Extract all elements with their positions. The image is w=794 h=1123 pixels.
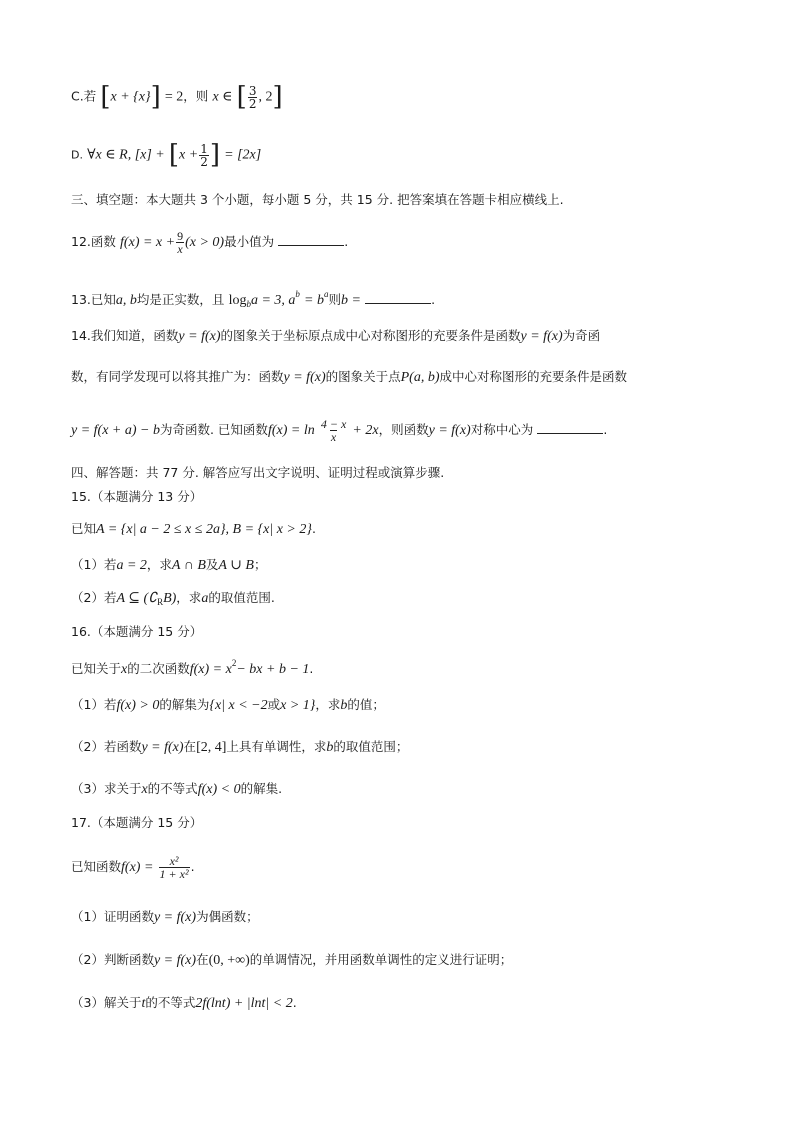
math-expr: A ⊆ (∁ bbox=[116, 591, 158, 606]
question-text: 的图象关于坐标原点成中心对称图形的充要条件是函数 bbox=[220, 328, 521, 343]
question-17-part-3 bbox=[71, 993, 297, 1014]
question-15-part-2 bbox=[71, 588, 275, 612]
math-expr: 2 bbox=[231, 658, 237, 668]
question-text: 的图象关于点 bbox=[325, 369, 401, 384]
math-expr: y = f(x) bbox=[283, 370, 326, 385]
answer-blank[interactable] bbox=[537, 421, 603, 434]
fraction: $\frac{4 - x}{x}$ bbox=[320, 417, 347, 444]
math-expr: = 2 bbox=[164, 89, 184, 105]
question-text: 的单调情况，并用函数单调性的定义进行证明； bbox=[249, 952, 513, 967]
math-expr: 2f(lnt) + |lnt| < 2 bbox=[195, 996, 293, 1011]
fraction: $\frac{\text{x²}}{\text{1 + x²}}$ bbox=[159, 854, 189, 881]
option-text: ，则 bbox=[183, 88, 209, 104]
math-expr: P(a, b) bbox=[400, 370, 440, 385]
math-expr: b bbox=[295, 289, 300, 299]
question-17-stem bbox=[71, 855, 195, 880]
question-text: . bbox=[603, 422, 608, 437]
math-expr: A ∪ B bbox=[218, 558, 254, 573]
math-expr: f(x) > 0 bbox=[116, 698, 160, 713]
math-expr: A ∩ B bbox=[171, 558, 206, 573]
fraction: $\frac{9}{x}$ bbox=[177, 229, 184, 256]
math-expr: R bbox=[157, 597, 164, 607]
question-text: 的二次函数 bbox=[127, 661, 190, 676]
math-expr: a bbox=[324, 289, 329, 299]
math-expr: y = f(x) bbox=[178, 329, 221, 344]
question-text: 的值； bbox=[347, 697, 385, 712]
question-15-part-1 bbox=[71, 555, 267, 576]
question-number: 13. bbox=[71, 292, 91, 307]
question-text: 及 bbox=[205, 557, 219, 572]
question-16-stem bbox=[71, 653, 313, 680]
question-text: 上具有单调性，求 bbox=[226, 739, 327, 754]
question-16-part-1 bbox=[71, 695, 385, 716]
math-expr: y = f(x) bbox=[153, 953, 197, 968]
math-expr: B) bbox=[163, 591, 177, 606]
math-expr: b bbox=[246, 299, 251, 309]
question-text: 均是正实数，且 bbox=[136, 292, 225, 307]
part-number: （1）若 bbox=[71, 697, 117, 712]
part-number: （2）若 bbox=[71, 590, 117, 605]
question-text: 最小值为 bbox=[224, 234, 275, 249]
math-expr: y = f(x) bbox=[153, 910, 197, 925]
math-expr: log bbox=[228, 293, 247, 308]
answer-blank[interactable] bbox=[278, 233, 344, 246]
question-text: 已知 bbox=[90, 292, 116, 307]
question-text: 已知关于 bbox=[71, 661, 122, 676]
math-expr: a = 2 bbox=[116, 558, 147, 573]
question-15-stem bbox=[71, 519, 316, 540]
question-17-part-2 bbox=[71, 950, 512, 971]
math-expr: {x| x < −2 bbox=[209, 698, 268, 713]
question-text: ，求 bbox=[176, 590, 202, 605]
question-text: 的解集. bbox=[240, 781, 283, 796]
question-text: . bbox=[309, 661, 314, 676]
question-text: . bbox=[431, 292, 436, 307]
fraction: $\frac{3}{2}$ bbox=[248, 83, 257, 111]
math-expr: x bbox=[141, 782, 148, 797]
part-number: （1）证明函数 bbox=[71, 909, 154, 924]
math-expr: − bx + b − 1 bbox=[236, 662, 310, 677]
option-label: C. bbox=[71, 88, 84, 104]
option-text: 若 bbox=[83, 88, 97, 104]
math-expr: (x > 0) bbox=[185, 235, 225, 250]
math-expr: x + bbox=[179, 147, 199, 163]
math-expr: a bbox=[201, 591, 209, 606]
question-text: 的不等式 bbox=[145, 995, 196, 1010]
question-15-title: 15.（本题满分 13 分） bbox=[71, 489, 203, 504]
question-text: 的不等式 bbox=[147, 781, 198, 796]
fraction: $\frac{1}{2}$ bbox=[200, 141, 208, 169]
question-text: 在 bbox=[183, 739, 197, 754]
math-expr: f(x) = x bbox=[189, 662, 232, 677]
math-expr: a, b bbox=[115, 293, 137, 308]
math-expr: f(x) = ln bbox=[267, 423, 315, 438]
section-heading-solve: 四、解答题：共 77 分. 解答应写出文字说明、证明过程或演算步骤. bbox=[71, 465, 445, 480]
question-number: 14. bbox=[71, 328, 91, 343]
question-16-part-3 bbox=[71, 779, 282, 800]
math-expr: f(x) = bbox=[121, 860, 154, 875]
question-text: 在 bbox=[196, 952, 209, 967]
math-expr: (0, +∞) bbox=[208, 953, 250, 968]
math-expr: , 2 bbox=[258, 89, 273, 105]
option-d: D. ∀x ∈ R, [x] + [x + $\frac{1}{2}$ ] = [2x] bbox=[71, 140, 262, 170]
question-16-title: 16.（本题满分 15 分） bbox=[71, 624, 203, 639]
question-text: ，求 bbox=[146, 557, 172, 572]
math-expr: ∀x ∈ R, [x] + bbox=[87, 147, 165, 163]
question-14-line-1 bbox=[71, 326, 600, 347]
question-text: . bbox=[344, 234, 349, 249]
question-text: 为奇函 bbox=[562, 328, 601, 343]
option-label: D. bbox=[71, 148, 83, 162]
question-text: 的解集为 bbox=[159, 697, 210, 712]
math-expr: b = bbox=[341, 293, 361, 308]
math-expr: y = f(x + a) − b bbox=[71, 423, 160, 438]
math-expr: + 2x bbox=[352, 423, 379, 438]
question-text: 函数 bbox=[90, 234, 116, 249]
question-text: 的取值范围； bbox=[333, 739, 409, 754]
part-number: （1）若 bbox=[71, 557, 117, 572]
question-14-line-3 bbox=[71, 418, 607, 443]
math-expr: y = f(x) bbox=[520, 329, 563, 344]
part-number: （2）若函数 bbox=[71, 739, 142, 754]
question-text: 的取值范围. bbox=[208, 590, 275, 605]
question-text: . bbox=[311, 521, 316, 536]
question-number: 12. bbox=[71, 234, 91, 249]
math-expr: [2, 4] bbox=[196, 740, 227, 755]
question-text: . bbox=[292, 995, 297, 1010]
question-text: ，求 bbox=[315, 697, 341, 712]
question-text: 成中心对称图形的充要条件是函数 bbox=[439, 369, 628, 384]
question-text: ； bbox=[254, 557, 267, 572]
section-heading-fill-in: 三、填空题：本大题共 3 个小题，每小题 5 分，共 15 分. 把答案填在答题卡相应横线上. bbox=[71, 192, 564, 207]
math-expr: b bbox=[326, 740, 334, 755]
part-number: （2）判断函数 bbox=[71, 952, 154, 967]
question-13 bbox=[71, 284, 435, 314]
question-text: 数，有同学发现可以将其推广为：函数 bbox=[71, 369, 284, 384]
question-16-part-2 bbox=[71, 737, 408, 758]
option-c: C.若 [x + {x}] = 2，则 x ∈ [ $\frac{3}{2}$ , 2] bbox=[71, 82, 283, 112]
question-17-part-1 bbox=[71, 907, 259, 928]
part-number: （3）解关于 bbox=[71, 995, 142, 1010]
question-text: 已知函数 bbox=[71, 859, 122, 874]
math-expr: = [2x] bbox=[224, 147, 262, 163]
math-expr: f(x) < 0 bbox=[197, 782, 241, 797]
question-text: 已知 bbox=[71, 521, 97, 536]
answer-blank[interactable] bbox=[365, 291, 431, 304]
part-number: （3）求关于 bbox=[71, 781, 142, 796]
math-expr: x + {x} bbox=[110, 89, 151, 105]
question-14-line-2 bbox=[71, 367, 627, 388]
math-expr: y = f(x) bbox=[428, 423, 471, 438]
math-expr: b bbox=[340, 698, 348, 713]
question-text: 为奇函数. 已知函数 bbox=[159, 422, 268, 437]
math-expr: x > 1} bbox=[280, 698, 316, 713]
question-text: 或 bbox=[267, 697, 281, 712]
question-12 bbox=[71, 230, 348, 255]
question-text: 则 bbox=[328, 292, 342, 307]
math-expr: x bbox=[121, 662, 128, 677]
question-text: ，则函数 bbox=[378, 422, 429, 437]
question-17-title: 17.（本题满分 15 分） bbox=[71, 815, 203, 830]
math-expr: f(x) = x + bbox=[120, 235, 176, 250]
math-expr: y = f(x) bbox=[141, 740, 184, 755]
math-expr: a = 3, a bbox=[250, 293, 296, 308]
question-text: 我们知道，函数 bbox=[90, 328, 179, 343]
math-expr: t bbox=[141, 996, 146, 1011]
question-text: . bbox=[190, 859, 195, 874]
math-expr: x ∈ bbox=[212, 89, 233, 105]
question-text: 对称中心为 bbox=[470, 422, 534, 437]
question-text: 为偶函数； bbox=[196, 909, 259, 924]
math-expr: A = {x| a − 2 ≤ x ≤ 2a}, B = {x| x > 2} bbox=[96, 522, 312, 537]
math-expr: = b bbox=[304, 293, 324, 308]
